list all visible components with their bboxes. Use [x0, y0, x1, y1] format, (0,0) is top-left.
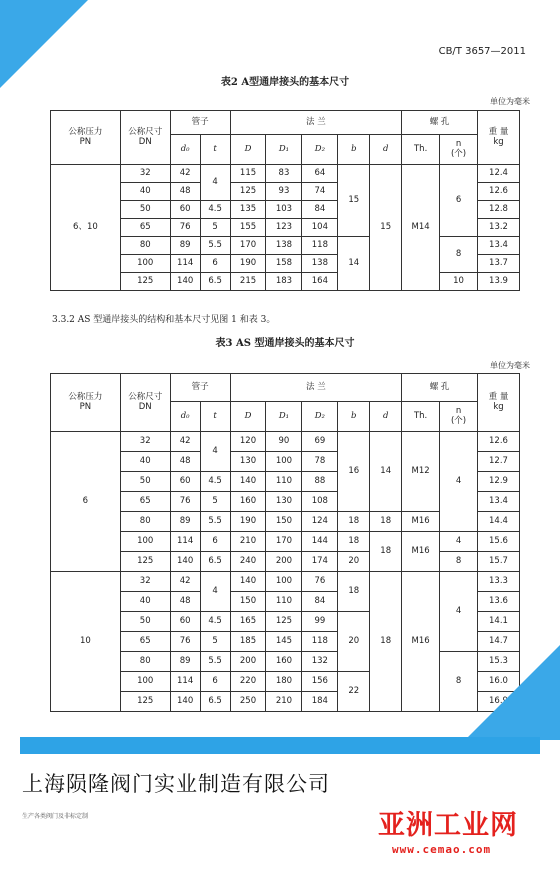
th-cell: M14 — [402, 165, 440, 291]
weight-cell: 15.3 — [477, 652, 519, 672]
dn-cell: 50 — [120, 201, 170, 219]
D2-cell: 118 — [302, 632, 338, 652]
D2-cell: 132 — [302, 652, 338, 672]
header-bolt: 螺 孔 — [402, 111, 478, 135]
weight-cell: 12.9 — [477, 472, 519, 492]
D2-cell: 84 — [302, 592, 338, 612]
pn-cell: 10 — [51, 572, 121, 712]
D2-cell: 88 — [302, 472, 338, 492]
D1-cell: 90 — [266, 432, 302, 452]
d0-cell: 140 — [170, 273, 200, 291]
b-cell: 18 — [338, 532, 370, 552]
D2-cell: 164 — [302, 273, 338, 291]
t-cell: 5 — [200, 219, 230, 237]
D1-cell: 183 — [266, 273, 302, 291]
D2-cell: 74 — [302, 183, 338, 201]
D1-cell: 150 — [266, 512, 302, 532]
D1-cell: 138 — [266, 237, 302, 255]
d0-cell: 60 — [170, 612, 200, 632]
header-D2: D₂ — [302, 135, 338, 165]
D2-cell: 76 — [302, 572, 338, 592]
D2-cell: 104 — [302, 219, 338, 237]
n-cell: 10 — [440, 273, 478, 291]
weight-cell: 12.6 — [477, 432, 519, 452]
document-page — [30, 40, 540, 720]
header-pipe: 管子 — [170, 111, 230, 135]
d0-cell: 60 — [170, 201, 200, 219]
n-cell: 4 — [440, 432, 478, 532]
header-flange: 法 兰 — [230, 374, 402, 402]
header-flange: 法 兰 — [230, 111, 402, 135]
table2-caption: 表2 A型通岸接头的基本尺寸 — [220, 77, 350, 88]
D1-cell: 123 — [266, 219, 302, 237]
b-cell: 20 — [338, 552, 370, 572]
header-D1: D₁ — [266, 402, 302, 432]
D2-cell: 99 — [302, 612, 338, 632]
d0-cell: 76 — [170, 632, 200, 652]
D-cell: 240 — [230, 552, 266, 572]
header-b: b — [338, 135, 370, 165]
D2-cell: 64 — [302, 165, 338, 183]
company-name: 上海陨隆阀门实业制造有限公司 — [22, 772, 330, 796]
b-cell: 14 — [338, 237, 370, 291]
d0-cell: 140 — [170, 552, 200, 572]
t-cell: 4.5 — [200, 612, 230, 632]
d0-cell: 76 — [170, 492, 200, 512]
header-pn: 公称压力 PN — [51, 374, 121, 432]
header-weight: 重 量 kg — [478, 111, 520, 165]
site-logo: 亚洲工业网 — [378, 810, 518, 841]
th-cell: M16 — [402, 572, 440, 712]
weight-cell: 12.4 — [478, 165, 520, 183]
header-th: Th. — [402, 402, 440, 432]
section-paragraph: 3.3.2 AS 型通岸接头的结构和基本尺寸见图 1 和表 3。 — [52, 315, 276, 325]
D-cell: 210 — [230, 532, 266, 552]
weight-cell: 14.1 — [477, 612, 519, 632]
header-D: D — [230, 135, 266, 165]
t-cell: 5.5 — [200, 652, 230, 672]
t-cell: 4 — [200, 572, 230, 612]
D2-cell: 124 — [302, 512, 338, 532]
header-D1: D₁ — [266, 135, 302, 165]
t-cell: 6 — [200, 532, 230, 552]
header-weight: 重 量 kg — [477, 374, 519, 432]
header-bolt: 螺 孔 — [402, 374, 478, 402]
header-pn: 公称压力 PN — [51, 111, 121, 165]
header-d: d — [370, 135, 402, 165]
b-cell: 20 — [338, 612, 370, 672]
D1-cell: 100 — [266, 452, 302, 472]
D1-cell: 125 — [266, 612, 302, 632]
D1-cell: 110 — [266, 592, 302, 612]
D1-cell: 170 — [266, 532, 302, 552]
d0-cell: 114 — [170, 532, 200, 552]
D1-cell: 103 — [266, 201, 302, 219]
weight-cell: 12.7 — [477, 452, 519, 472]
dn-cell: 40 — [120, 183, 170, 201]
weight-cell: 13.4 — [478, 237, 520, 255]
D2-cell: 78 — [302, 452, 338, 472]
weight-cell: 13.7 — [478, 255, 520, 273]
d0-cell: 48 — [170, 183, 200, 201]
table3 — [50, 373, 520, 712]
accent-bar — [20, 737, 540, 754]
d0-cell: 114 — [170, 255, 200, 273]
d0-cell: 48 — [170, 452, 200, 472]
t-cell: 4 — [200, 165, 230, 201]
D1-cell: 130 — [266, 492, 302, 512]
D-cell: 215 — [230, 273, 266, 291]
dn-cell: 65 — [120, 632, 170, 652]
th-cell: M12 — [402, 432, 440, 512]
d0-cell: 114 — [170, 672, 200, 692]
D1-cell: 210 — [266, 692, 302, 712]
d-cell: 18 — [370, 572, 402, 712]
n-cell: 8 — [440, 552, 478, 572]
dn-cell: 125 — [120, 273, 170, 291]
D-cell: 140 — [230, 572, 266, 592]
weight-cell: 13.9 — [478, 273, 520, 291]
dn-cell: 100 — [120, 255, 170, 273]
dn-cell: 80 — [120, 652, 170, 672]
d0-cell: 89 — [170, 237, 200, 255]
header-D: D — [230, 402, 266, 432]
D-cell: 190 — [230, 255, 266, 273]
n-cell: 6 — [440, 165, 478, 237]
t-cell: 6.5 — [200, 273, 230, 291]
weight-cell: 16.9 — [477, 692, 519, 712]
t-cell: 4.5 — [200, 201, 230, 219]
D-cell: 160 — [230, 492, 266, 512]
d0-cell: 48 — [170, 592, 200, 612]
D2-cell: 174 — [302, 552, 338, 572]
header-b: b — [338, 402, 370, 432]
header-d: d — [370, 402, 402, 432]
d0-cell: 42 — [170, 432, 200, 452]
D-cell: 220 — [230, 672, 266, 692]
D-cell: 165 — [230, 612, 266, 632]
dn-cell: 40 — [120, 592, 170, 612]
dn-cell: 32 — [120, 572, 170, 592]
d0-cell: 89 — [170, 652, 200, 672]
dn-cell: 32 — [120, 432, 170, 452]
D1-cell: 200 — [266, 552, 302, 572]
header-t: t — [200, 402, 230, 432]
dn-cell: 50 — [120, 472, 170, 492]
d0-cell: 60 — [170, 472, 200, 492]
D-cell: 250 — [230, 692, 266, 712]
d-cell: 18 — [370, 512, 402, 532]
dn-cell: 80 — [120, 237, 170, 255]
D2-cell: 144 — [302, 532, 338, 552]
table2-unit: 单位为毫米 — [490, 97, 530, 106]
D1-cell: 93 — [266, 183, 302, 201]
d-cell: 18 — [370, 532, 402, 572]
D-cell: 120 — [230, 432, 266, 452]
D2-cell: 84 — [302, 201, 338, 219]
D2-cell: 156 — [302, 672, 338, 692]
D-cell: 135 — [230, 201, 266, 219]
th-cell: M16 — [402, 532, 440, 572]
table3-caption: 表3 AS 型通岸接头的基本尺寸 — [215, 338, 355, 349]
D1-cell: 180 — [266, 672, 302, 692]
D-cell: 200 — [230, 652, 266, 672]
header-dn: 公称尺寸 DN — [120, 111, 170, 165]
table2 — [50, 110, 520, 291]
weight-cell: 14.7 — [477, 632, 519, 652]
n-cell: 4 — [440, 572, 478, 652]
header-n: n (个) — [440, 402, 478, 432]
D2-cell: 69 — [302, 432, 338, 452]
D-cell: 155 — [230, 219, 266, 237]
header-th: Th. — [402, 135, 440, 165]
dn-cell: 65 — [120, 219, 170, 237]
b-cell: 18 — [338, 572, 370, 612]
t-cell: 4 — [200, 432, 230, 472]
D-cell: 185 — [230, 632, 266, 652]
D-cell: 170 — [230, 237, 266, 255]
D2-cell: 108 — [302, 492, 338, 512]
n-cell: 8 — [440, 237, 478, 273]
D2-cell: 184 — [302, 692, 338, 712]
company-tagline: 生产各类阀门及非标定制 — [22, 813, 89, 820]
d-cell: 15 — [370, 165, 402, 291]
D2-cell: 138 — [302, 255, 338, 273]
header-t: t — [200, 135, 230, 165]
t-cell: 6 — [200, 672, 230, 692]
d0-cell: 42 — [170, 572, 200, 592]
b-cell: 16 — [338, 432, 370, 512]
weight-cell: 15.6 — [477, 532, 519, 552]
header-d0: d₀ — [170, 402, 200, 432]
corner-decoration-bottom-right — [465, 645, 560, 740]
dn-cell: 125 — [120, 552, 170, 572]
n-cell: 4 — [440, 532, 478, 552]
weight-cell: 13.6 — [477, 592, 519, 612]
D1-cell: 160 — [266, 652, 302, 672]
header-D2: D₂ — [302, 402, 338, 432]
t-cell: 6.5 — [200, 552, 230, 572]
D2-cell: 118 — [302, 237, 338, 255]
th-cell: M16 — [402, 512, 440, 532]
b-cell: 15 — [338, 165, 370, 237]
weight-cell: 13.4 — [477, 492, 519, 512]
dn-cell: 100 — [120, 532, 170, 552]
D1-cell: 100 — [266, 572, 302, 592]
dn-cell: 80 — [120, 512, 170, 532]
D-cell: 150 — [230, 592, 266, 612]
header-n: n (个) — [440, 135, 478, 165]
pn-cell: 6、10 — [51, 165, 121, 291]
dn-cell: 100 — [120, 672, 170, 692]
D-cell: 190 — [230, 512, 266, 532]
weight-cell: 16.0 — [477, 672, 519, 692]
weight-cell: 14.4 — [477, 512, 519, 532]
dn-cell: 50 — [120, 612, 170, 632]
b-cell: 18 — [338, 512, 370, 532]
t-cell: 5.5 — [200, 237, 230, 255]
D1-cell: 110 — [266, 472, 302, 492]
t-cell: 4.5 — [200, 472, 230, 492]
D1-cell: 83 — [266, 165, 302, 183]
weight-cell: 12.6 — [478, 183, 520, 201]
weight-cell: 12.8 — [478, 201, 520, 219]
weight-cell: 13.2 — [478, 219, 520, 237]
d0-cell: 42 — [170, 165, 200, 183]
dn-cell: 40 — [120, 452, 170, 472]
weight-cell: 15.7 — [477, 552, 519, 572]
t-cell: 5.5 — [200, 512, 230, 532]
t-cell: 5 — [200, 492, 230, 512]
d0-cell: 140 — [170, 692, 200, 712]
d0-cell: 76 — [170, 219, 200, 237]
D-cell: 125 — [230, 183, 266, 201]
site-logo-url: www.cemao.com — [392, 843, 492, 856]
n-cell: 8 — [440, 652, 478, 712]
weight-cell: 13.3 — [477, 572, 519, 592]
b-cell: 22 — [338, 672, 370, 712]
t-cell: 6 — [200, 255, 230, 273]
D-cell: 140 — [230, 472, 266, 492]
dn-cell: 32 — [120, 165, 170, 183]
standard-code: CB/T 3657—2011 — [438, 46, 526, 57]
D-cell: 115 — [230, 165, 266, 183]
d0-cell: 89 — [170, 512, 200, 532]
dn-cell: 125 — [120, 692, 170, 712]
header-dn: 公称尺寸 DN — [120, 374, 170, 432]
D-cell: 130 — [230, 452, 266, 472]
D1-cell: 158 — [266, 255, 302, 273]
table3-unit: 单位为毫米 — [490, 361, 530, 370]
t-cell: 6.5 — [200, 692, 230, 712]
pn-cell: 6 — [51, 432, 121, 572]
header-d0: d₀ — [170, 135, 200, 165]
header-pipe: 管子 — [170, 374, 230, 402]
D1-cell: 145 — [266, 632, 302, 652]
d-cell: 14 — [370, 432, 402, 512]
t-cell: 5 — [200, 632, 230, 652]
dn-cell: 65 — [120, 492, 170, 512]
